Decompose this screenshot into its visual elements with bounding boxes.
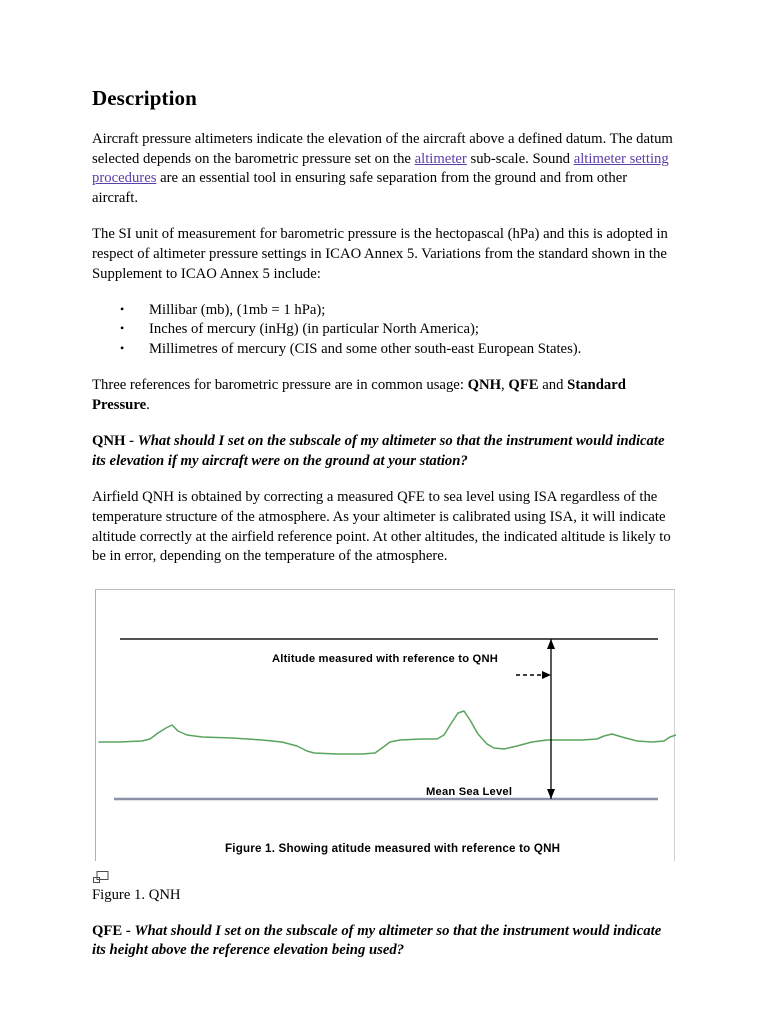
figure-altitude-label: Altitude measured with reference to QNH <box>272 652 498 665</box>
arrow-head-up-icon <box>547 639 555 649</box>
list-item: • Millibar (mb), (1mb = 1 hPa); <box>92 301 676 320</box>
qnh-definition <box>92 432 676 471</box>
intro-text-part3: are an essential tool in ensuring safe separation from the ground and from other aircraft. <box>92 170 628 206</box>
arrow-head-down-icon <box>547 789 555 799</box>
period: . <box>146 396 150 413</box>
qnh-term: QNH <box>467 377 502 394</box>
qnh-definition-question: What should I set on the subscale of my altimeter so that the instrument would indicate its elevation if my aircraft were on the ground at your station? <box>92 433 665 469</box>
spacer <box>92 905 676 922</box>
separator: and <box>538 377 568 394</box>
spacer <box>92 208 676 225</box>
qnh-definition-label: QNH - <box>92 433 138 450</box>
intro-text-part2: sub-scale. Sound <box>466 150 574 167</box>
altimeter-link[interactable]: altimeter <box>414 150 467 167</box>
list-item: • Millimetres of mercury (CIS and some other south-east European States). <box>92 340 676 359</box>
si-unit-paragraph: The SI unit of measurement for barometric pressure is the hectopascal (hPa) and this is adopted in respect of altimeter pressure settings in ICAO Annex 5. Variations from the standard shown in the Supplement to ICAO Annex 5 include: <box>92 226 668 282</box>
qfe-term: QFE <box>508 377 539 394</box>
figure-mean-sea-level-label: Mean Sea Level <box>426 785 513 798</box>
separator: , <box>501 377 509 394</box>
airfield-qnh-paragraph: Airfield QNH is obtained by correcting a measured QFE to sea level using ISA regardless of the temperature structure of the atmosphere. As your altimeter is calibrated using ISA, it will indicate altitude correctly at the airfield reference point. At other altitudes, the indicated altitude is likely to be in error, depending on the temperature of the atmosphere. <box>92 489 671 565</box>
spacer <box>92 111 676 130</box>
spacer <box>92 471 676 488</box>
figure-diagram <box>92 589 676 867</box>
broken-image-icon <box>93 871 109 884</box>
figure-internal-caption: Figure 1. Showing atitude measured with reference to QNH <box>225 841 561 855</box>
intro-paragraph <box>92 130 676 208</box>
standard-pressure-term: Standard Pressure <box>92 377 626 413</box>
spacer <box>92 415 676 432</box>
figure-qnh <box>92 589 676 867</box>
page-title: Description <box>92 86 197 110</box>
intro-text-part1: Aircraft pressure altimeters indicate the elevation of the aircraft above a defined datum. The datum selected depends on the barometric pressure set on the <box>92 131 673 167</box>
altimeter-setting-procedures-link[interactable]: altimeter setting procedures <box>92 150 669 187</box>
pressure-units-list <box>92 301 676 359</box>
list-item: • Inches of mercury (inHg) (in particular North America); <box>92 320 676 339</box>
figure-caption: Figure 1. QNH <box>92 886 181 903</box>
three-references-paragraph <box>92 376 676 415</box>
qfe-definition-question: What should I set on the subscale of my altimeter so that the instrument would indicate its height above the reference elevation being used? <box>92 922 662 959</box>
document-page <box>92 0 676 961</box>
three-refs-lead: Three references for barometric pressure are in common usage: <box>92 377 468 394</box>
spacer <box>92 284 676 301</box>
terrain-profile-line <box>99 711 676 754</box>
qfe-definition-label: QFE - <box>92 922 135 939</box>
figure-caption-row <box>92 869 676 905</box>
spacer <box>92 359 676 376</box>
qfe-definition <box>92 922 676 961</box>
dashed-pointer-arrowhead-icon <box>542 671 551 679</box>
